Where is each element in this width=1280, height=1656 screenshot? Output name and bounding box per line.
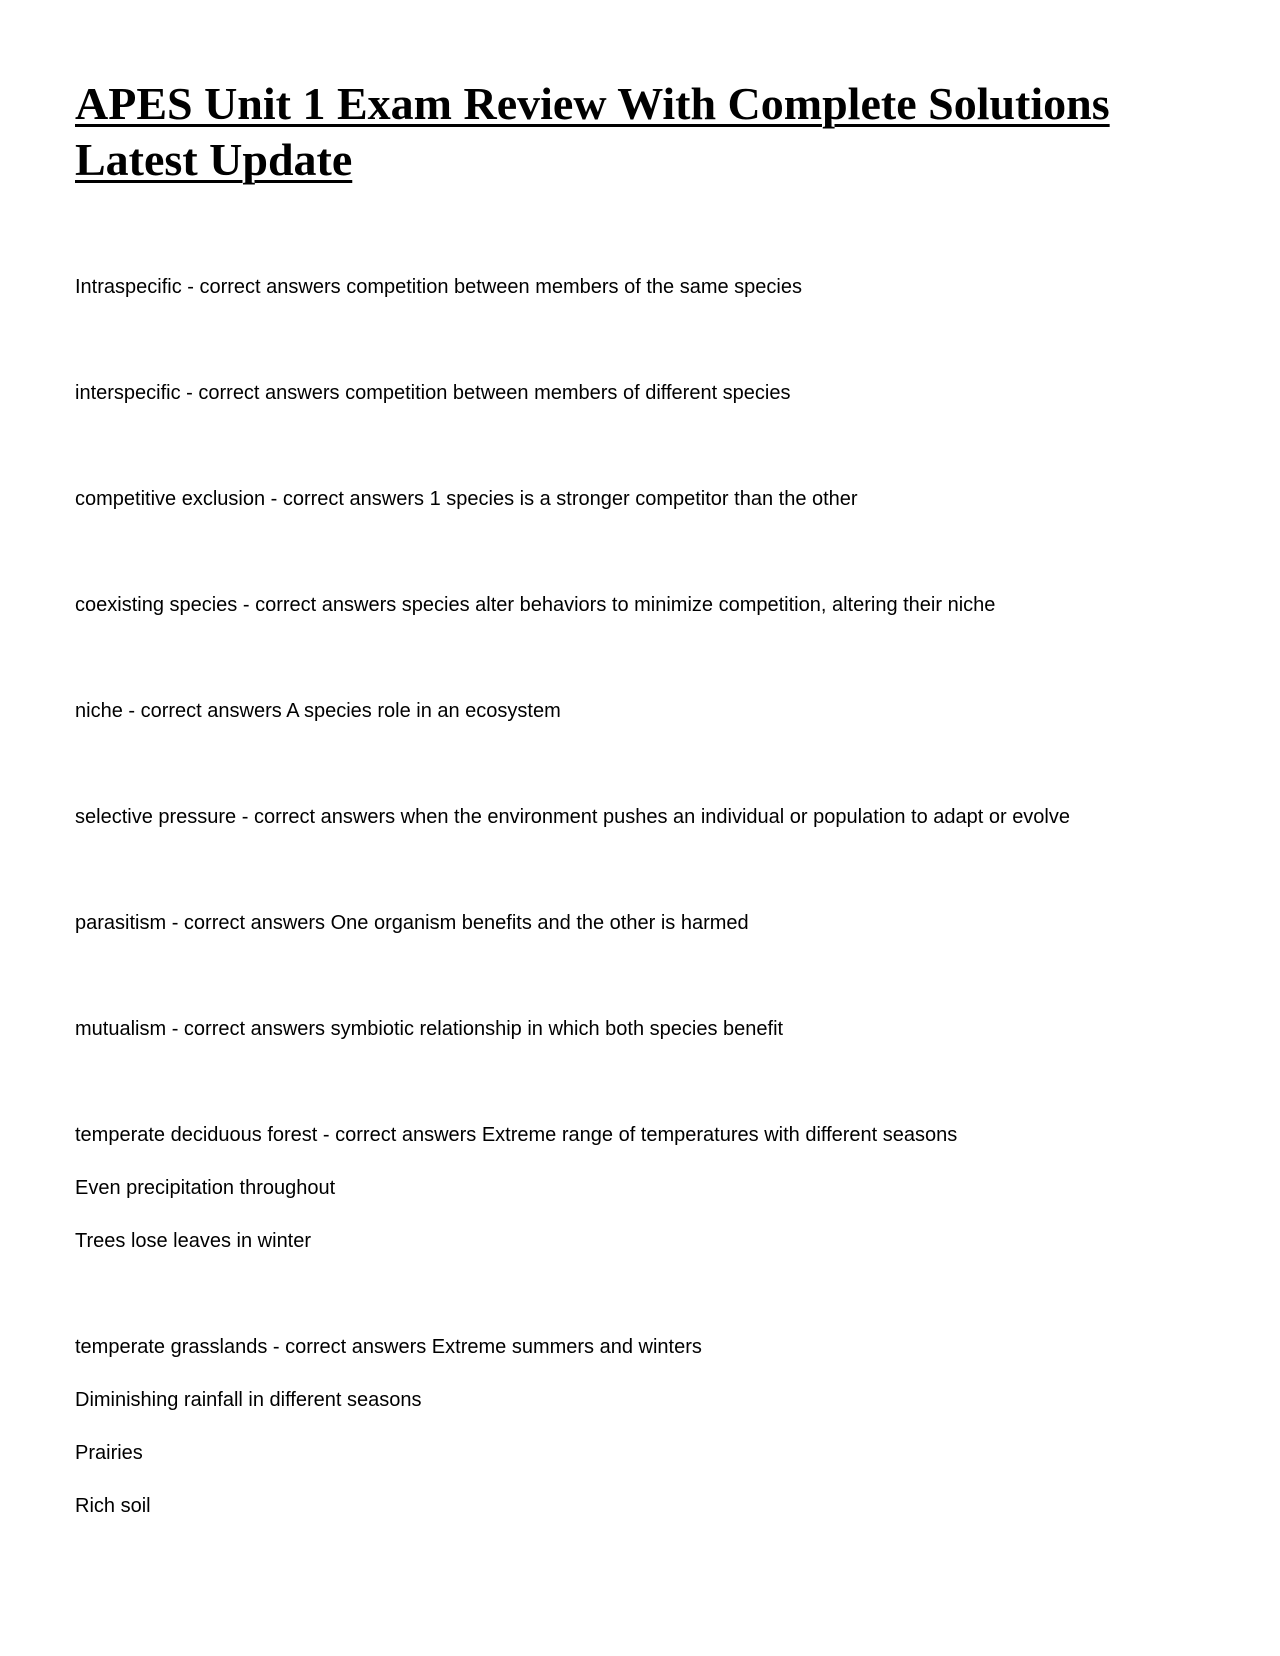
qa-line: temperate deciduous forest - correct answers Extreme range of temperatures with different seasons xyxy=(75,1124,958,1146)
answer-continuation-line: Diminishing rainfall in different seasons xyxy=(75,1389,422,1411)
qa-line: coexisting species - correct answers species alter behaviors to minimize competition, altering their niche xyxy=(75,594,996,616)
qa-line: competitive exclusion - correct answers 1 species is a stronger competitor than the other xyxy=(75,488,858,510)
qa-line: temperate grasslands - correct answers Extreme summers and winters xyxy=(75,1336,702,1358)
qa-line: niche - correct answers A species role in an ecosystem xyxy=(75,700,561,722)
answer-continuation-line: Rich soil xyxy=(75,1495,151,1517)
qa-line: parasitism - correct answers One organism benefits and the other is harmed xyxy=(75,912,749,934)
document-title: APES Unit 1 Exam Review With Complete Solutions Latest Update xyxy=(75,78,1110,185)
answer-continuation-line: Prairies xyxy=(75,1442,143,1464)
answer-continuation-line: Even precipitation throughout xyxy=(75,1177,336,1199)
qa-line: mutualism - correct answers symbiotic relationship in which both species benefit xyxy=(75,1018,784,1040)
qa-line: Intraspecific - correct answers competition between members of the same species xyxy=(75,276,802,298)
qa-line: interspecific - correct answers competition between members of different species xyxy=(75,382,791,404)
qa-line: selective pressure - correct answers when the environment pushes an individual or population to adapt or evolve xyxy=(75,806,1070,828)
answer-continuation-line: Trees lose leaves in winter xyxy=(75,1230,312,1252)
